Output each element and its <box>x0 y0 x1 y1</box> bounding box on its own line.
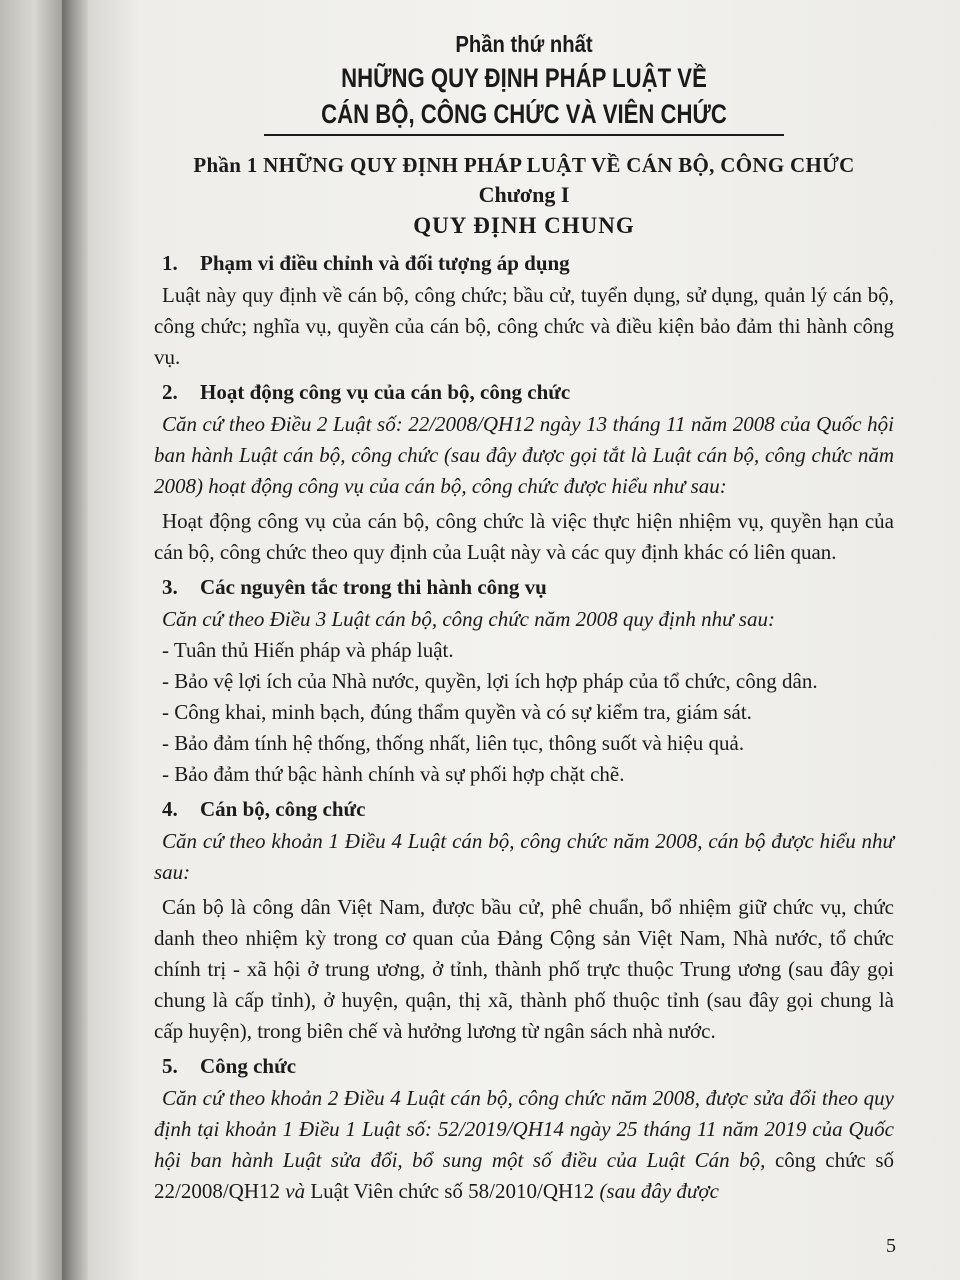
title-underline <box>264 134 784 136</box>
page-number: 5 <box>886 1235 896 1257</box>
facing-page-edge <box>0 0 62 1280</box>
part-title-line1: NHỮNG QUY ĐỊNH PHÁP LUẬT VỀ <box>341 63 707 93</box>
part-label: Phần thứ nhất <box>455 31 593 57</box>
list-item: - Bảo đảm thứ bậc hành chính và sự phối hợp chặt chẽ. <box>162 762 625 786</box>
section-number: 5. <box>162 1054 178 1078</box>
section-heading <box>162 248 894 278</box>
part-title-line2: CÁN BỘ, CÔNG CHỨC VÀ VIÊN CHỨC <box>321 99 727 129</box>
book-binding <box>62 0 88 1280</box>
section-heading <box>162 377 894 407</box>
section-number: 2. <box>162 380 178 404</box>
list-item: - Công khai, minh bạch, đúng thẩm quyền và có sự kiểm tra, giám sát. <box>162 700 752 724</box>
legal-basis: Căn cứ theo khoản 1 Điều 4 Luật cán bộ, công chức năm 2008, cán bộ được hiểu như sau: <box>154 829 894 884</box>
subpart-heading: Phần 1 NHỮNG QUY ĐỊNH PHÁP LUẬT VỀ CÁN BỘ, CÔNG CHỨC <box>193 153 855 177</box>
law-reference: công chức số 22/2008/QH12 <box>154 1148 894 1203</box>
list-item: - Bảo vệ lợi ích của Nhà nước, quyền, lợi ích hợp pháp của tổ chức, công dân. <box>162 669 818 693</box>
section-title: Phạm vi điều chỉnh và đối tượng áp dụng <box>200 251 570 275</box>
law-reference: Luật Viên chức số 58/2010/QH12 <box>310 1179 595 1203</box>
legal-basis: Căn cứ theo Điều 2 Luật số: 22/2008/QH12 ngày 13 tháng 11 năm 2008 của Quốc hội ban hành Luật cán bộ, công chức (sau đây được gọi tắt là Luật cán bộ, công chức năm 2008) hoạt động công vụ của cán bộ, công chức được hiểu như sau: <box>154 412 894 498</box>
list-item: - Tuân thủ Hiến pháp và pháp luật. <box>162 638 454 662</box>
list-item: - Bảo đảm tính hệ thống, thống nhất, liên tục, thông suốt và hiệu quả. <box>162 731 745 755</box>
legal-basis: Căn cứ theo Điều 3 Luật cán bộ, công chức năm 2008 quy định như sau: <box>162 607 775 631</box>
section-body: Cán bộ là công dân Việt Nam, được bầu cử, phê chuẩn, bổ nhiệm giữ chức vụ, chức danh theo nhiệm kỳ trong cơ quan của Đảng Cộng sản Việt Nam, Nhà nước, tổ chức chính trị - xã hội ở trung ương, ở tỉnh, thành phố trực thuộc Trung ương (sau đây gọi chung là cấp tỉnh), ở huyện, quận, thị xã, thành phố thuộc tỉnh (sau đây gọi chung là cấp huyện), trong biên chế và hưởng lương từ ngân sách nhà nước. <box>154 895 894 1043</box>
section-heading <box>162 794 894 824</box>
book-page <box>88 0 960 1280</box>
section-title: Các nguyên tắc trong thi hành công vụ <box>200 575 547 599</box>
section-title: Công chức <box>200 1054 297 1078</box>
legal-basis <box>154 1083 894 1207</box>
section-number: 3. <box>162 575 178 599</box>
section-heading <box>162 1051 894 1081</box>
section-title: Cán bộ, công chức <box>200 797 366 821</box>
legal-basis-text: và <box>280 1179 311 1203</box>
section-number: 4. <box>162 797 178 821</box>
section-body: Luật này quy định về cán bộ, công chức; bầu cử, tuyển dụng, sử dụng, quản lý cán bộ, công chức; nghĩa vụ, quyền của cán bộ, công chức và điều kiện bảo đảm thi hành công vụ. <box>154 283 894 369</box>
principles-list <box>154 635 894 790</box>
section-body: Hoạt động công vụ của cán bộ, công chức là việc thực hiện nhiệm vụ, quyền hạn của cán bộ, công chức theo quy định của Luật này và các quy định khác có liên quan. <box>154 509 894 564</box>
chapter-label: Chương I <box>478 182 570 207</box>
page-content <box>154 24 894 1207</box>
section-heading <box>162 572 894 602</box>
chapter-title: QUY ĐỊNH CHUNG <box>413 213 635 238</box>
legal-basis-text: (sau đây được <box>594 1179 719 1203</box>
legal-basis-text: Căn cứ theo khoản 2 Điều 4 Luật cán bộ, công chức năm 2008, được sửa đổi theo quy định tại khoản 1 Điều 1 Luật số: 52/2019/QH14 ngày 25 tháng 11 năm 2019 của Quốc hội ban hành Luật sửa đổi, bổ sung một số điều của Luật Cán bộ, <box>154 1086 894 1172</box>
section-title: Hoạt động công vụ của cán bộ, công chức <box>200 380 571 404</box>
section-number: 1. <box>162 251 178 275</box>
